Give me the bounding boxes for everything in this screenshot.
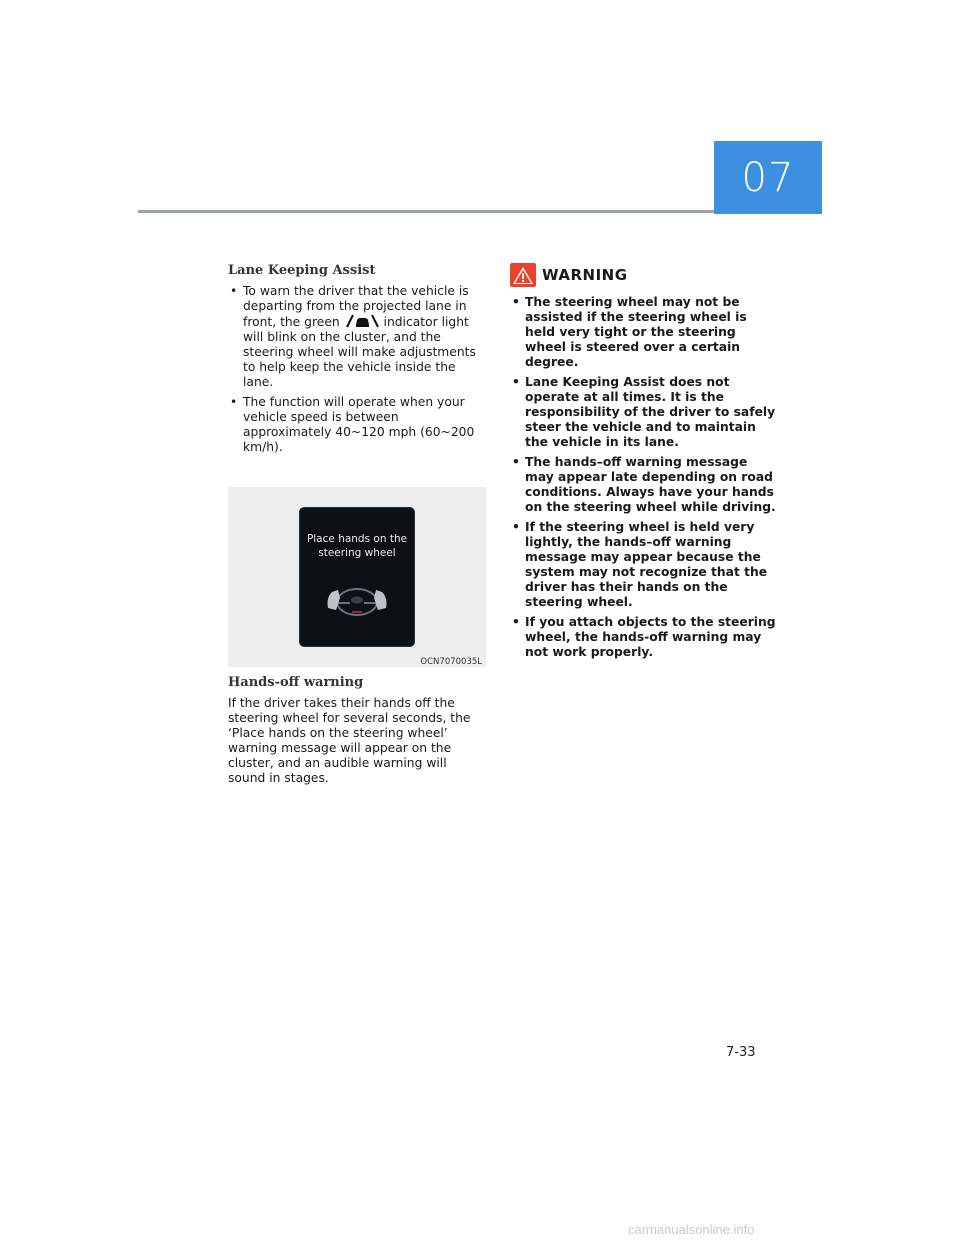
bullet-dot: • — [512, 455, 520, 469]
lka-bullet-1-text-after: indicator light will blink on the cluster, and the steering wheel will make adjustments to help keep the vehicle inside the lane. — [243, 315, 476, 389]
page-number: 7-33 — [726, 1045, 756, 1060]
warning-item-5-text: If you attach objects to the steering wheel, the hands-off warning may not work properly. — [525, 615, 776, 659]
bullet-dot: • — [512, 295, 520, 309]
header-rule — [138, 210, 714, 213]
cluster-screen — [299, 507, 415, 647]
warning-item-3 — [510, 455, 778, 515]
watermark-link[interactable]: carmanualsonline.info — [628, 1222, 755, 1237]
warning-item-4 — [510, 520, 778, 610]
warning-item-2 — [510, 375, 778, 450]
warning-title: WARNING — [542, 266, 628, 284]
warning-header — [510, 263, 778, 287]
cluster-message: Place hands on the steering wheel — [306, 533, 408, 559]
chapter-tab — [714, 141, 822, 214]
warning-item-5 — [510, 615, 778, 660]
figure-caption: OCN7070035L — [420, 657, 482, 667]
left-column — [228, 263, 486, 786]
bullet-dot: • — [230, 284, 238, 298]
hands-off-heading: Hands-off warning — [228, 675, 364, 690]
warning-item-4-text: If the steering wheel is held very lightly, the hands–off warning message may appear because the system may not recognize that the driver has their hands on the steering wheel. — [525, 520, 768, 609]
warning-item-1 — [510, 295, 778, 370]
lane-keeping-indicator-icon — [344, 314, 380, 328]
warning-item-3-text: The hands–off warning message may appear late depending on road conditions. Always have your hands on the steering wheel while driving. — [525, 455, 776, 514]
lka-bullet-2 — [228, 395, 486, 455]
hands-off-body: If the driver takes their hands off the steering wheel for several seconds, the ‘Place hands on the steering wheel’ warning message will appear on the cluster, and an audible warning will sound in stages. — [228, 696, 471, 785]
right-column — [510, 263, 778, 665]
bullet-dot: • — [512, 615, 520, 629]
bullet-dot: • — [512, 520, 520, 534]
cluster-figure — [228, 487, 486, 667]
chapter-number: 07 — [741, 154, 795, 201]
warning-list — [510, 295, 778, 660]
lka-bullet-1-text-before: To warn the driver that the vehicle is departing from the projected lane in front, the green — [243, 284, 469, 329]
warning-triangle-icon — [510, 263, 536, 287]
lka-bullet-1 — [228, 284, 486, 390]
lka-bullet-list — [228, 284, 486, 455]
warning-item-2-text: Lane Keeping Assist does not operate at all times. It is the responsibility of the driver to safely steer the vehicle and to maintain the vehicle in its lane. — [525, 375, 776, 449]
bullet-dot: • — [512, 375, 520, 389]
bullet-dot: • — [230, 395, 238, 409]
lka-bullet-2-text: The function will operate when your vehicle speed is between approximately 40~120 mph (60~200 km/h). — [243, 395, 475, 454]
lka-heading: Lane Keeping Assist — [228, 263, 376, 278]
warning-item-1-text: The steering wheel may not be assisted if the steering wheel is held very tight or the steering wheel is steered over a certain degree. — [525, 295, 747, 369]
steering-wheel-hands-icon — [322, 578, 392, 618]
